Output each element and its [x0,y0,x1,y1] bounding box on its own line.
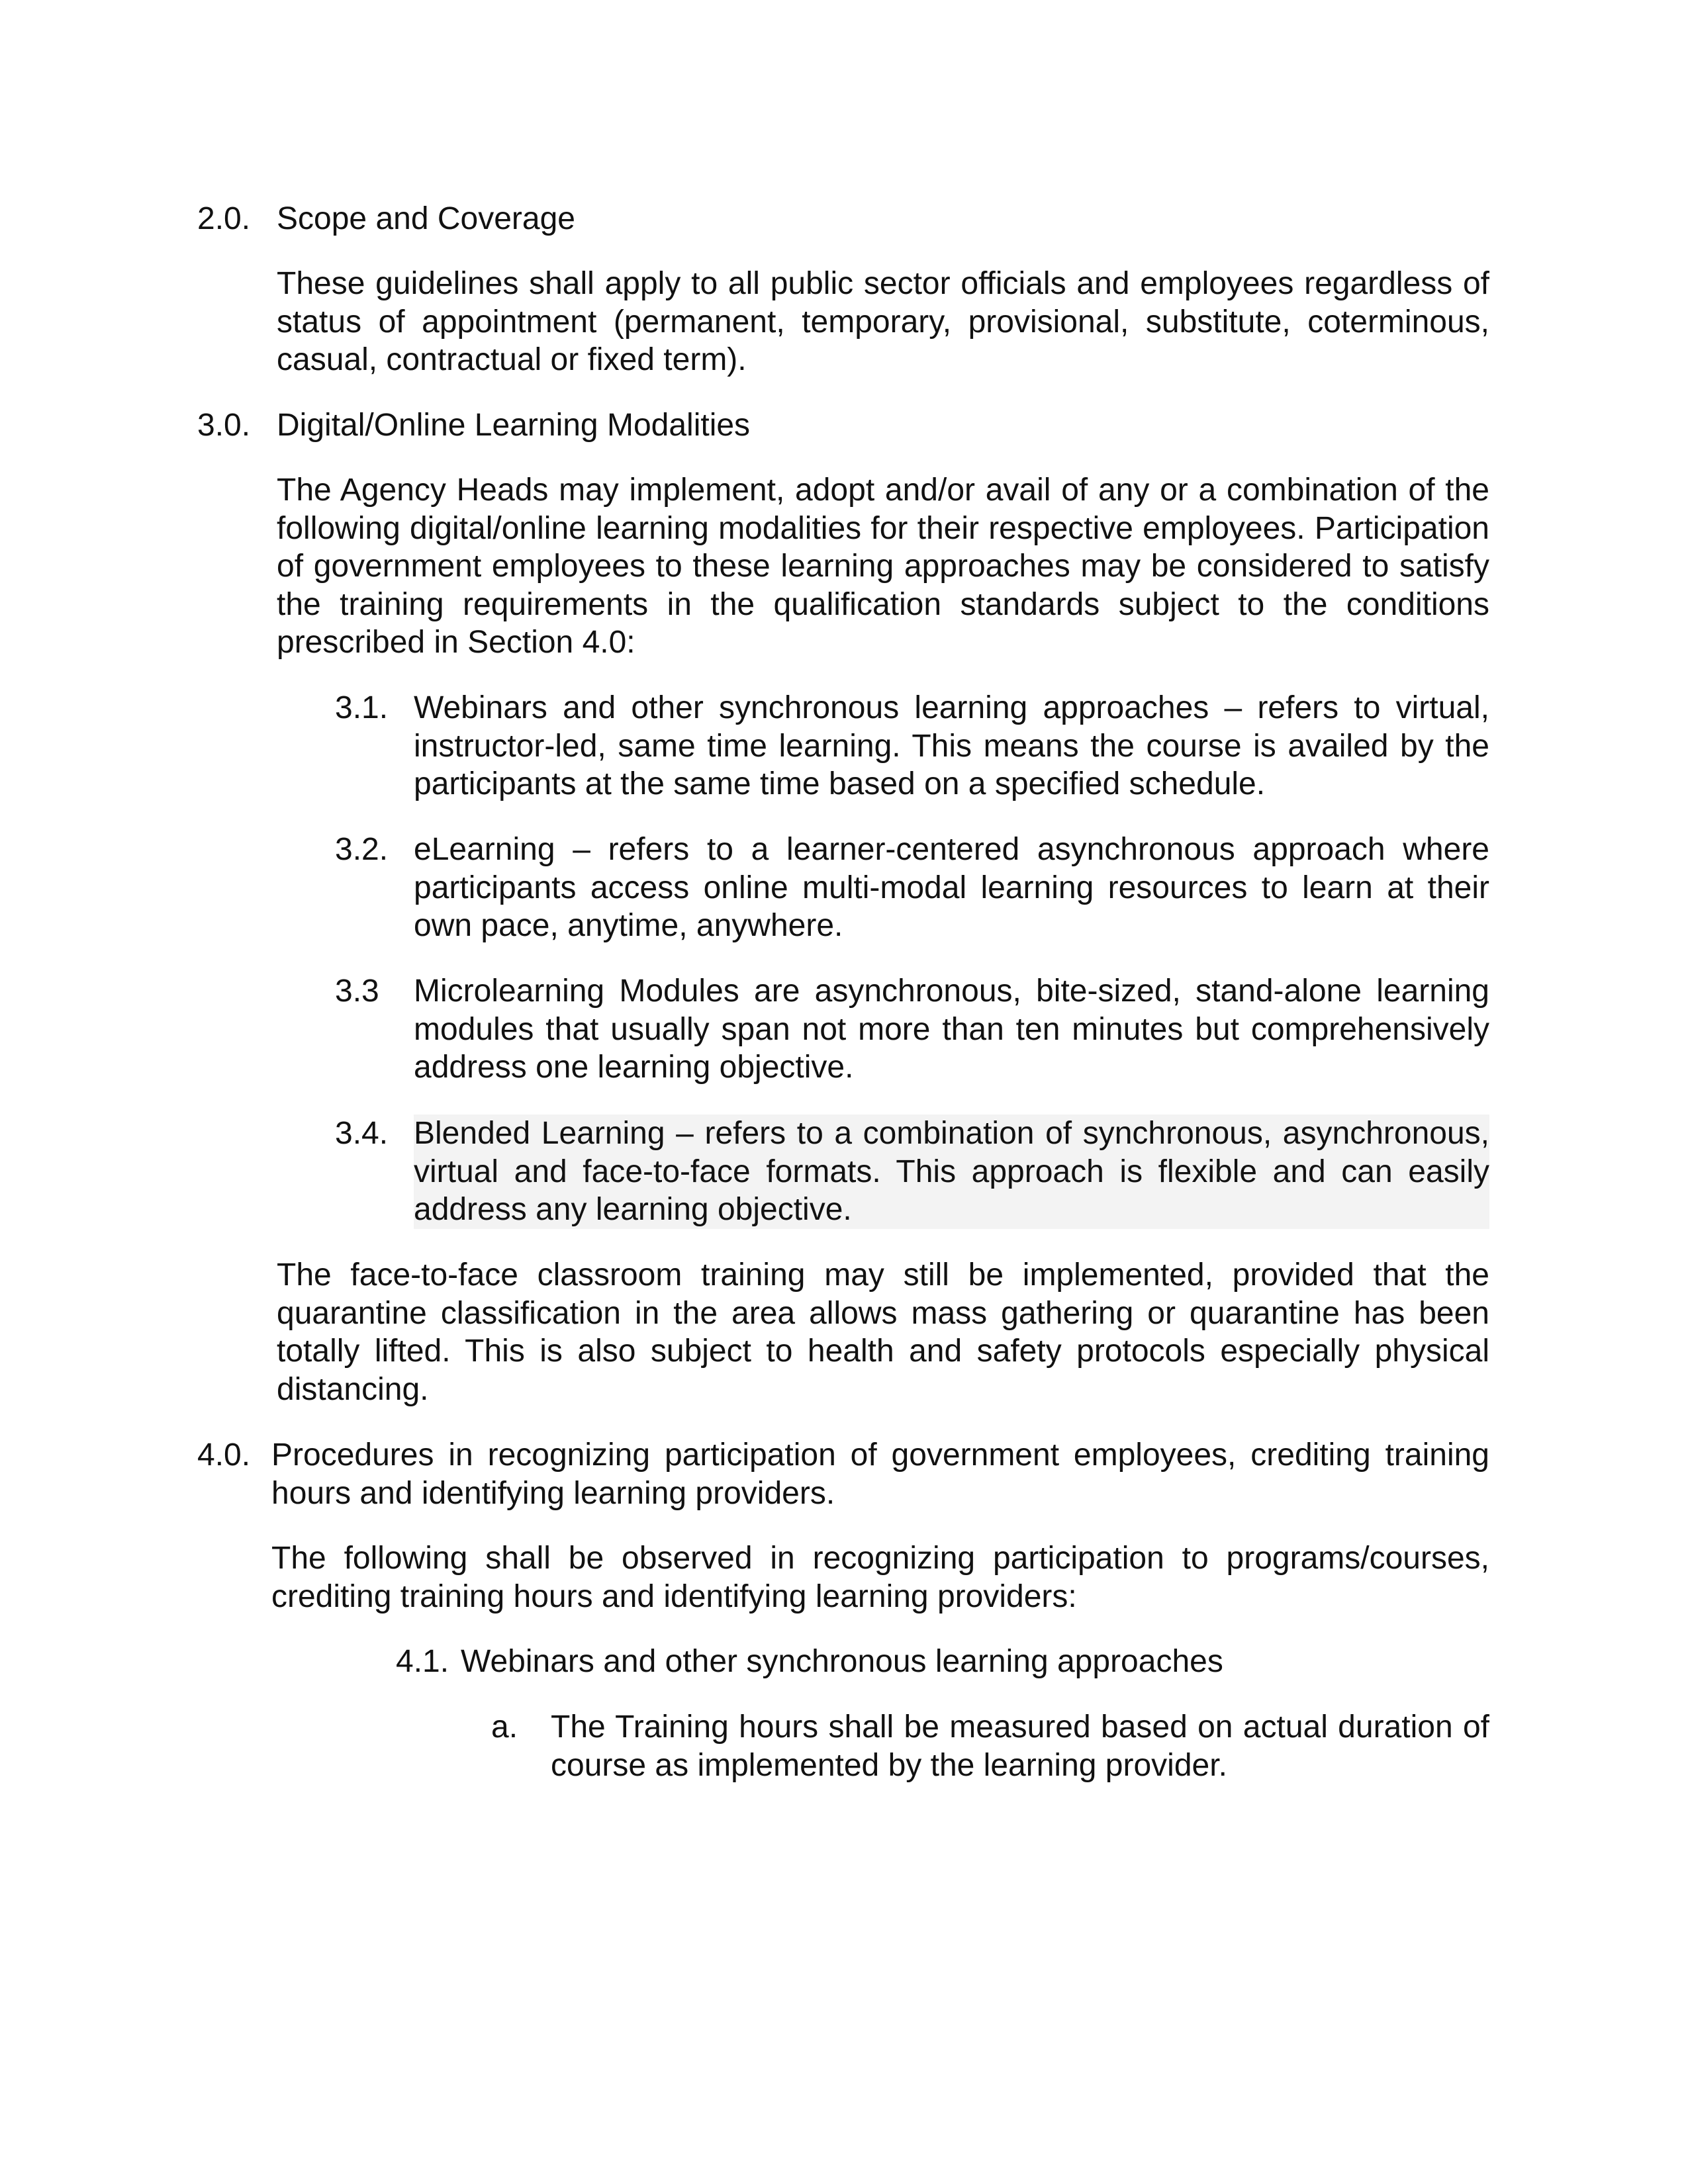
list-item-text: eLearning – refers to a learner-centered asynchronous approach where participants access online multi-modal learning resources to learn at their own pace, anytime, anywhere. [414,832,1489,943]
section-number: 4.0. [197,1437,251,1473]
section-heading: Digital/Online Learning Modalities [277,408,751,443]
section-number: 2.0. [197,201,251,236]
item-number: 3.2. [335,832,389,867]
section-body: The Agency Heads may implement, adopt and/or avail of any or a combination of the following digital/online learning modalities for their respective employees. Participation of government employees to these learning approaches may be considered to satisfy the training requirements in the qualification standards subject to the conditions prescribed in Section 4.0: [277,473,1489,660]
subsection-heading: Webinars and other synchronous learning approaches [461,1644,1223,1679]
item-letter: a. [491,1709,518,1745]
subsection-number: 4.1. [396,1644,449,1679]
list-item-text: Microlearning Modules are asynchronous, bite-sized, stand-alone learning modules that usually span not more than ten minutes but comprehensively address one learning objective. [414,974,1489,1085]
section-closing: The face-to-face classroom training may still be implemented, provided that the quarantine classification in the area allows mass gathering or quarantine has been totally lifted. This is also subject to health and safety protocols especially physical distancing. [277,1257,1489,1407]
list-item-text: Webinars and other synchronous learning approaches – refers to virtual, instructor-led, same time learning. This means the course is availed by the participants at the same time based on a specified schedule. [414,690,1489,801]
section-heading: Procedures in recognizing participation of government employees, crediting training hours and identifying learning providers. [271,1437,1489,1511]
section-body: The following shall be observed in recognizing participation to programs/courses, crediting training hours and identifying learning providers: [271,1541,1489,1614]
item-number: 3.4. [335,1116,389,1151]
section-heading: Scope and Coverage [277,201,575,236]
list-item-text: The Training hours shall be measured based on actual duration of course as implemented by the learning provider. [551,1709,1489,1783]
item-number: 3.3 [335,974,379,1009]
item-number: 3.1. [335,690,389,725]
section-body: These guidelines shall apply to all public sector officials and employees regardless of status of appointment (permanent, temporary, provisional, substitute, coterminous, casual, contractual or fixed term). [277,266,1489,377]
section-number: 3.0. [197,408,251,443]
list-item-text: Blended Learning – refers to a combination of synchronous, asynchronous, virtual and face-to-face formats. This approach is flexible and can easily address any learning objective. [414,1115,1489,1229]
